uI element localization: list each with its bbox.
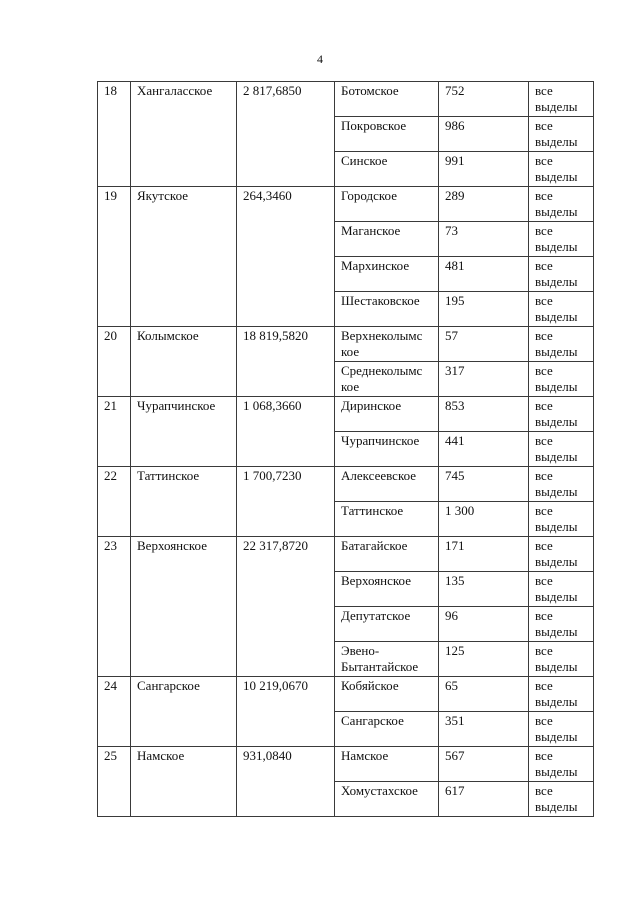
settlement-count: 125 [439, 642, 529, 677]
settlement-name: Эвено- Бытантайское [335, 642, 439, 677]
table-row [98, 677, 594, 712]
settlement-note: все выделы [529, 222, 594, 257]
settlement-count: 57 [439, 327, 529, 362]
settlement-name: Верхнеколымс кое [335, 327, 439, 362]
settlement-note: все выделы [529, 607, 594, 642]
settlement-count: 195 [439, 292, 529, 327]
settlement-name: Мархинское [335, 257, 439, 292]
settlement-name: Среднеколымс кое [335, 362, 439, 397]
settlement-count: 853 [439, 397, 529, 432]
district-area: 1 068,3660 [237, 397, 335, 467]
settlement-count: 317 [439, 362, 529, 397]
district-name: Сангарское [131, 677, 237, 747]
settlement-count: 567 [439, 747, 529, 782]
settlement-note: все выделы [529, 642, 594, 677]
table-row [98, 327, 594, 362]
settlement-name: Намское [335, 747, 439, 782]
settlement-note: все выделы [529, 467, 594, 502]
settlement-note: все выделы [529, 782, 594, 817]
settlement-note: все выделы [529, 152, 594, 187]
district-area: 264,3460 [237, 187, 335, 327]
settlement-note: все выделы [529, 537, 594, 572]
settlement-count: 135 [439, 572, 529, 607]
settlement-count: 65 [439, 677, 529, 712]
table-row [98, 537, 594, 572]
settlement-name: Верхоянское [335, 572, 439, 607]
page-number: 4 [317, 52, 323, 66]
settlement-note: все выделы [529, 572, 594, 607]
settlement-count: 991 [439, 152, 529, 187]
row-number: 23 [98, 537, 131, 677]
settlement-count: 441 [439, 432, 529, 467]
district-name: Чурапчинское [131, 397, 237, 467]
settlement-note: все выделы [529, 257, 594, 292]
settlement-name: Сангарское [335, 712, 439, 747]
settlement-count: 351 [439, 712, 529, 747]
settlement-name: Ботомское [335, 82, 439, 117]
settlement-note: все выделы [529, 292, 594, 327]
row-number: 21 [98, 397, 131, 467]
settlement-note: все выделы [529, 82, 594, 117]
settlement-name: Чурапчинское [335, 432, 439, 467]
settlement-note: все выделы [529, 747, 594, 782]
settlement-name: Покровское [335, 117, 439, 152]
table-row [98, 187, 594, 222]
district-area: 10 219,0670 [237, 677, 335, 747]
settlement-note: все выделы [529, 502, 594, 537]
district-name: Намское [131, 747, 237, 817]
district-area: 1 700,7230 [237, 467, 335, 537]
district-name: Хангаласское [131, 82, 237, 187]
settlement-name: Кобяйское [335, 677, 439, 712]
settlement-note: все выделы [529, 712, 594, 747]
settlement-count: 617 [439, 782, 529, 817]
district-area: 22 317,8720 [237, 537, 335, 677]
settlement-note: все выделы [529, 677, 594, 712]
district-name: Колымское [131, 327, 237, 397]
settlement-count: 171 [439, 537, 529, 572]
row-number: 22 [98, 467, 131, 537]
table-body [98, 82, 594, 817]
settlement-name: Маганское [335, 222, 439, 257]
settlement-note: все выделы [529, 432, 594, 467]
settlement-name: Шестаковское [335, 292, 439, 327]
district-table [97, 81, 594, 817]
district-name: Якутское [131, 187, 237, 327]
row-number: 20 [98, 327, 131, 397]
settlement-count: 96 [439, 607, 529, 642]
row-number: 19 [98, 187, 131, 327]
settlement-name: Синское [335, 152, 439, 187]
settlement-count: 745 [439, 467, 529, 502]
settlement-count: 986 [439, 117, 529, 152]
table-row [98, 397, 594, 432]
district-name: Таттинское [131, 467, 237, 537]
settlement-name: Депутатское [335, 607, 439, 642]
settlement-count: 1 300 [439, 502, 529, 537]
district-name: Верхоянское [131, 537, 237, 677]
district-area: 2 817,6850 [237, 82, 335, 187]
settlement-name: Хомустахское [335, 782, 439, 817]
settlement-note: все выделы [529, 117, 594, 152]
row-number: 24 [98, 677, 131, 747]
settlement-note: все выделы [529, 327, 594, 362]
settlement-note: все выделы [529, 397, 594, 432]
settlement-name: Алексеевское [335, 467, 439, 502]
settlement-count: 73 [439, 222, 529, 257]
table-row [98, 82, 594, 117]
settlement-name: Таттинское [335, 502, 439, 537]
settlement-count: 289 [439, 187, 529, 222]
settlement-name: Батагайское [335, 537, 439, 572]
district-area: 18 819,5820 [237, 327, 335, 397]
row-number: 18 [98, 82, 131, 187]
district-area: 931,0840 [237, 747, 335, 817]
table-row [98, 467, 594, 502]
settlement-count: 481 [439, 257, 529, 292]
settlement-name: Диринское [335, 397, 439, 432]
settlement-note: все выделы [529, 362, 594, 397]
settlement-name: Городское [335, 187, 439, 222]
row-number: 25 [98, 747, 131, 817]
table-row [98, 747, 594, 782]
settlement-note: все выделы [529, 187, 594, 222]
settlement-count: 752 [439, 82, 529, 117]
